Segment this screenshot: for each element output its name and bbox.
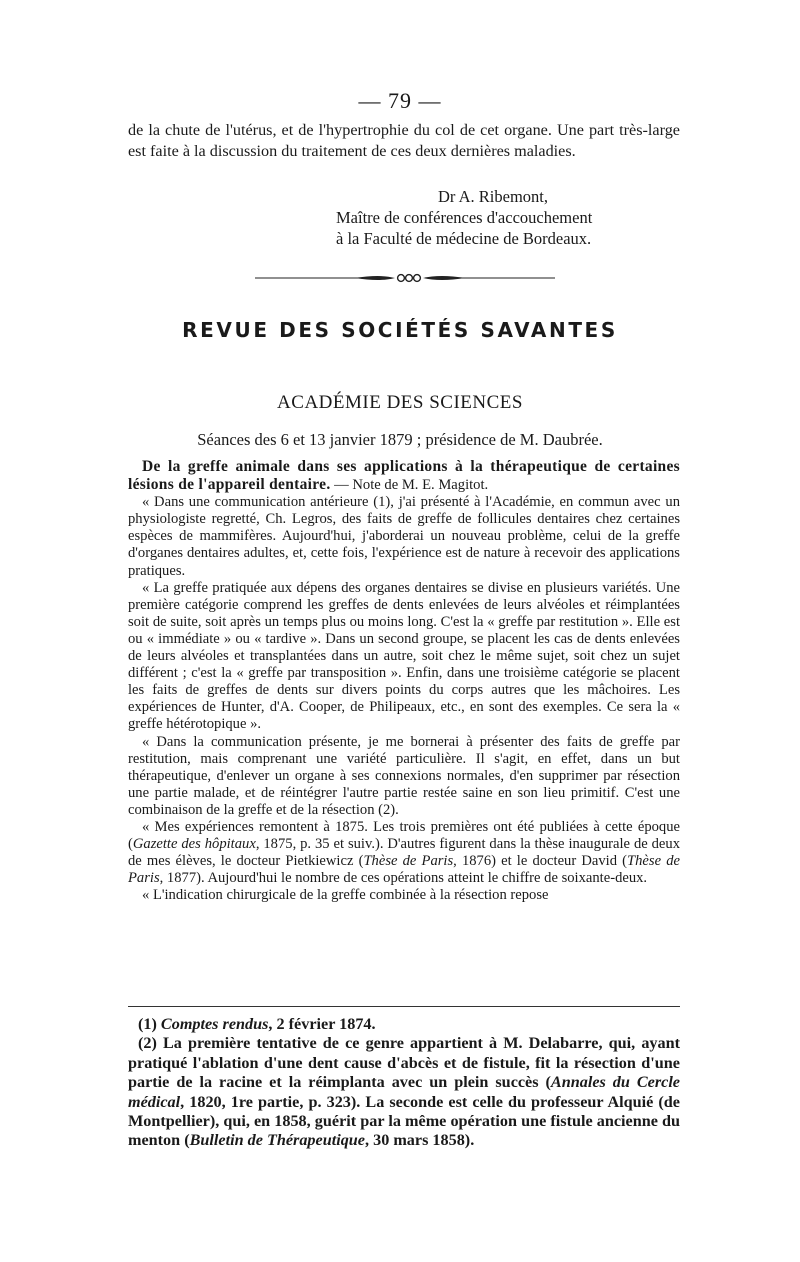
intro-paragraph <box>128 120 680 162</box>
article-paragraph-3: « Dans la communication présente, je me bornerai à présenter des faits de greffe par restitution, mais comprenant une variété particulière. Il s'agit, en effet, dans un but thérapeutique, d'enlever un organe à ses connexions normales, d'en supprimer par résection une partie malade, et de réintégrer l'autre partie restée saine en son lieu primitif. C'est une combinaison de la greffe et de la résection (2). <box>128 733 680 818</box>
academy-heading: ACADÉMIE DES SCIENCES <box>277 392 523 413</box>
intro-text: de la chute de l'utérus, et de l'hypertrophie du col de cet organe. Une part très-large est faite à la discussion du traitement de ces deux dernières maladies. <box>128 121 680 160</box>
article-paragraph-1: « Dans une communication antérieure (1), j'ai présenté à l'Académie, en commun avec un physiologiste regretté, Ch. Legros, des faits de greffe de follicules dentaires chez certaines espèces de mammifères. Aujourd'hui, j'aborderai un nouveau problème, celui de la greffe d'organes dentaires adultes, et, cette fois, l'expérience est de nature à recevoir des applications pratiques. <box>128 494 680 579</box>
article-body <box>128 458 680 904</box>
footnote-1: (1) Comptes rendus, 2 février 1874. <box>138 1015 376 1033</box>
signature-line-1: Maître de conférences d'accouchement <box>336 208 593 227</box>
article-paragraph-5: « L'indication chirurgicale de la greffe combinée à la résection repose <box>142 887 549 904</box>
article-title: De la greffe animale dans ses applications à la thérapeutique de certaines lésions de l'appareil dentaire. <box>128 458 680 494</box>
signature-name: Dr A. Ribemont, <box>438 187 548 206</box>
page-number: — 79 — <box>358 88 442 113</box>
article-title-paragraph <box>128 458 680 494</box>
ornament-divider <box>255 270 555 286</box>
article-paragraph-2: « La greffe pratiquée aux dépens des organes dentaires se divise en plusieurs variétés. Une première catégorie comprend les greffes de dents enlevées de leurs alvéoles et réimplantées soit de suite, soit après un temps plus ou moins long. C'est la « greffe par restitution ». Elle est ou « immédiate » ou « tardive ». Dans un second groupe, se placent les cas de dents enlevées de leurs alvéoles et transplantées dans un autre, soit chez le même sujet, soit chez un sujet différent ; c'est la « greffe par transposition ». Enfin, dans une troisième catégorie se placent les faits de greffes de dents sur divers points du corps autres que les mâchoires. Les expériences de Hunter, d'A. Cooper, de Philipeaux, etc., en sont des exemples. Ce sera la « greffe hétérotopique ». <box>128 579 680 733</box>
signature-block <box>336 186 696 249</box>
footnote-2: (2) La première tentative de ce genre appartient à M. Delabarre, qui, ayant pratiqué l'ablation d'une dent cause d'abcès et de fistule, fit la résection d'une partie de la racine et la réimplanta avec un plein succès (Annales du Cercle médical, 1820, 1re partie, p. 323). La seconde est celle du professeur Alquié (de Montpellier), qui, en 1858, guérit par la même opération une fistule ancienne du menton (Bulletin de Thérapeutique, 30 mars 1858). <box>128 1034 680 1150</box>
section-heading: REVUE DES SOCIÉTÉS SAVANTES <box>182 318 618 342</box>
article-paragraph-4: « Mes expériences remontent à 1875. Les trois premières ont été publiées à cette époque (Gazette des hôpitaux, 1875, p. 35 et suiv.). D'autres figurent dans la thèse inaugurale de deux de mes élèves, le docteur Pietkiewicz (Thèse de Paris, 1876) et le docteur David (Thèse de Paris, 1877). Aujourd'hui le nombre de ces opérations atteint le chiffre de soixante-deux. <box>128 818 680 887</box>
footnote-rule <box>128 1006 680 1007</box>
footnotes <box>128 1015 680 1151</box>
session-line: Séances des 6 et 13 janvier 1879 ; présidence de M. Daubrée. <box>197 430 603 449</box>
signature-line-2: à la Faculté de médecine de Bordeaux. <box>336 229 592 248</box>
article-author: — Note de M. E. Magitot. <box>330 477 489 494</box>
